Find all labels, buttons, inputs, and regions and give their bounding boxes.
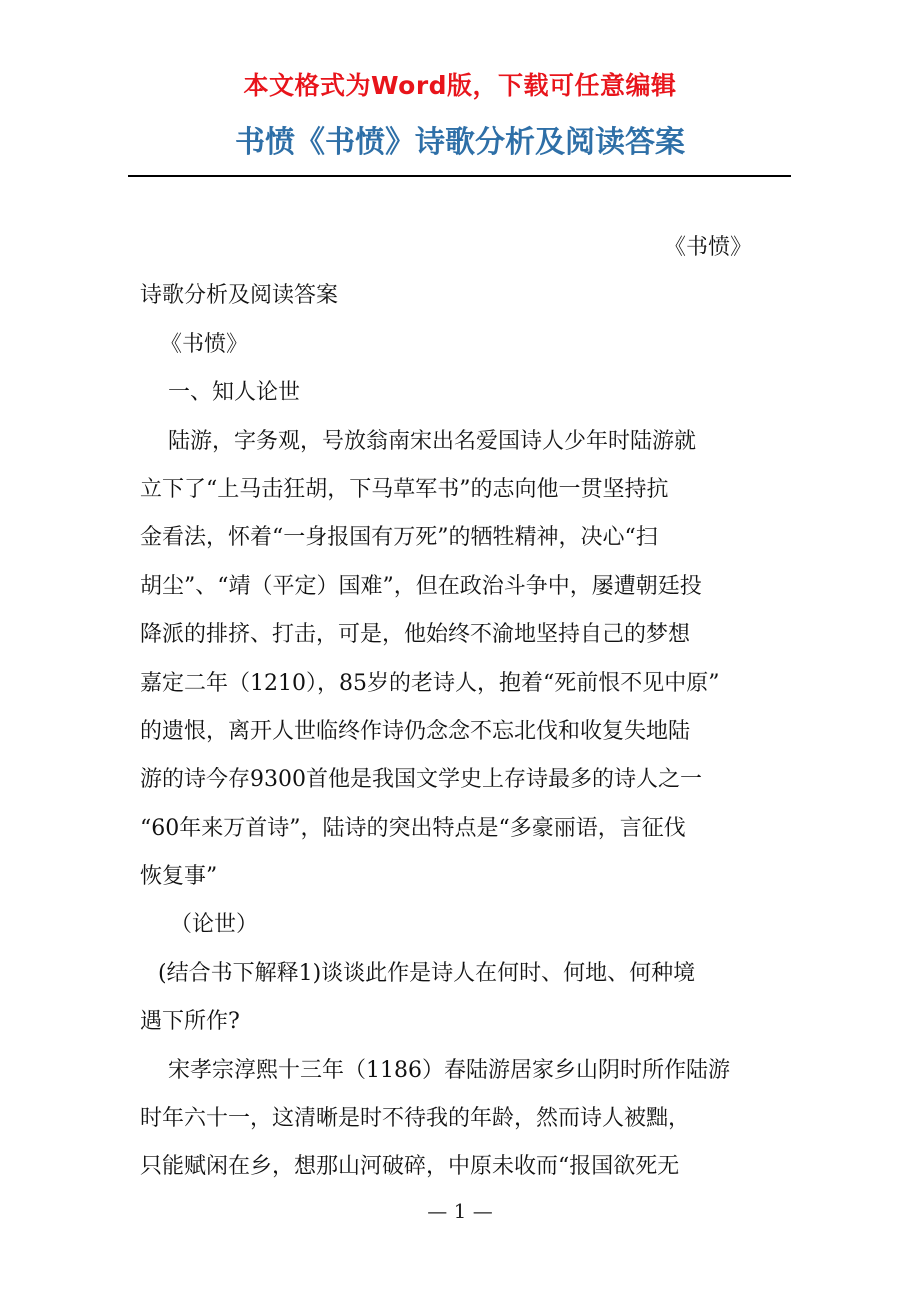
header-rule <box>128 175 791 177</box>
body-line: 恢复事” <box>140 864 218 890</box>
section-heading: 一、知人论世 <box>168 380 301 406</box>
body-line: 嘉定二年（1210），85岁的老诗人，抱着“死前恨不见中原” <box>140 670 720 696</box>
body-line: “60年来万首诗”，陆诗的突出特点是“多豪丽语，言征伐 <box>140 815 686 841</box>
body-line: 立下了“上马击狂胡，下马草军书”的志向他一贯坚持抗 <box>140 476 669 502</box>
download-notice: 本文格式为Word版，下载可任意编辑 <box>243 71 677 100</box>
body-line: 遇下所作? <box>140 1009 240 1035</box>
page-number: — 1 — <box>427 1199 493 1223</box>
body-line: 胡尘”、“靖（平定）国难”，但在政治斗争中，屡遭朝廷投 <box>140 573 702 599</box>
body-line: 金看法，怀着“一身报国有万死”的牺牲精神，决心“扫 <box>140 525 658 551</box>
body-line: 诗歌分析及阅读答案 <box>140 283 339 309</box>
body-line: 的遗恨，离开人世临终作诗仍念念不忘北伐和收复失地陆 <box>140 718 691 744</box>
body-line: 游的诗今存9300首他是我国文学史上存诗最多的诗人之一 <box>140 767 702 793</box>
body-line: 《书愤》 <box>160 331 249 357</box>
body-line: 《书愤》 <box>663 235 752 260</box>
body-line: 只能赋闲在乡，想那山河破碎，中原未收而“报国欲死无 <box>140 1154 680 1180</box>
document-body <box>140 224 780 1192</box>
body-line: 宋孝宗淳熙十三年（1186）春陆游居家乡山阴时所作陆游 <box>168 1057 730 1083</box>
body-line: （论世） <box>170 912 259 938</box>
document-title: 书愤《书愤》诗歌分析及阅读答案 <box>235 125 685 160</box>
body-line: 陆游，字务观，号放翁南宋出名爱国诗人少年时陆游就 <box>168 428 697 454</box>
body-line: 降派的排挤、打击，可是，他始终不渝地坚持自己的梦想 <box>140 622 691 648</box>
body-line: 时年六十一，这清晰是时不待我的年龄，然而诗人被黜， <box>140 1106 691 1132</box>
body-line: (结合书下解释1)谈谈此作是诗人在何时、何地、何种境 <box>158 960 696 986</box>
